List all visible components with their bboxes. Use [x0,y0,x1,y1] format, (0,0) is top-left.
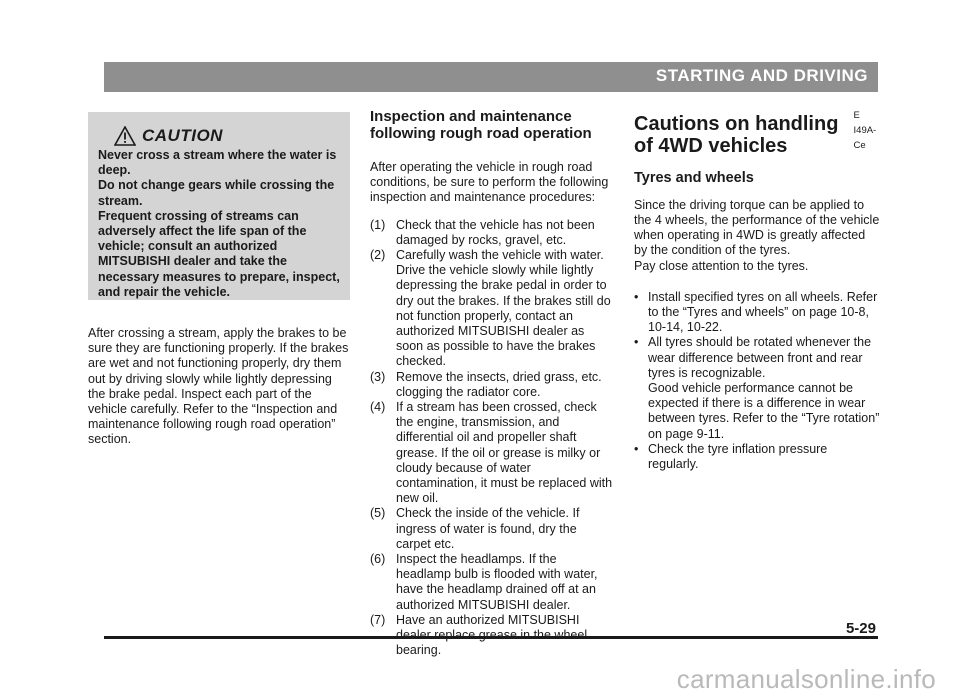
bullet-dot-icon: • [634,335,639,350]
inspection-step [370,218,614,248]
document-code: E I49A-Ce [853,110,877,152]
header-bar [104,62,878,92]
inspection-step [370,370,614,400]
stream-crossing-text: After crossing a stream, apply the brakes to be sure they are functioning properly. If the brakes are wet and not functioning properly, dry them out by driving slowly while lightly depressing the brake pedal. Inspect each part of the vehicle carefully. Refer to the “Inspection and maintenance following rough road operation” section. [88,326,349,447]
step-text: Remove the insects, dried grass, etc. clogging the radiator core. [396,369,602,399]
tyre-bullets [634,290,880,472]
caution-heading [114,126,340,146]
inspection-steps [370,218,614,659]
caution-paragraph: Frequent crossing of streams can adversely affect the life span of the vehicle; consult an authorized MITSUBISHI dealer and take the necessary measures to prepare, inspect, and repair the vehicle. [98,208,340,299]
tyre-bullet [634,442,880,472]
bullet-dot-icon: • [634,289,639,304]
cautions-4wd-heading: Cautions on handling of 4WD vehicles [634,112,839,157]
step-text: Have an authorized MITSUBISHI bearing. [396,612,580,658]
right-column [634,108,880,472]
step-number: (7) [370,612,386,627]
watermark: carmanualsonline.info [676,664,936,694]
step-text: Check the inside of the vehicle. If ingress of water is found, dry the carpet etc. [396,506,580,551]
bullet-text: Check the tyre inflation pressure regularly. [648,441,828,472]
tyres-intro-2: Pay close attention to the tyres. [634,258,809,273]
caution-title: CAUTION [142,126,223,146]
tyre-bullet [634,335,880,441]
cautions-title-row [634,108,880,157]
inspection-step [370,400,614,506]
caution-paragraph: Never cross a stream where the water is deep. [98,148,337,178]
step-text: If a stream has been crossed, check the engine, transmission, and differential oil and propeller shaft grease. If the oil or grease is milky or cloudy because of water contamination, it must be replaced with new oil. [396,400,613,506]
step-number: (5) [370,506,386,521]
page-number: 5-29 [845,620,876,637]
footer-rule [104,636,878,639]
section-title: STARTING AND DRIVING [655,66,868,85]
bullet-text: All tyres should be rotated whenever the wear difference between front and rear tyres is recognizable. [648,335,872,380]
inspection-step [370,552,614,613]
step-text: Carefully wash the vehicle with water. Drive the vehicle slowly while lightly depressing the brake pedal in order to dry out the brakes. If the brakes still do not function properly, contact an authorized MITSUBISHI dealer as soon as possible to have the brakes checked. [396,248,611,369]
bullet-extra-text: Good vehicle performance cannot be expected if there is a difference in wear between tyres. Refer to the “Tyre rotation” on page 9-11. [648,381,880,441]
step-number: (1) [370,217,386,232]
step-number: (6) [370,552,386,567]
bullet-dot-icon: • [634,441,639,456]
tyres-wheels-subheading: Tyres and wheels [634,169,754,186]
step-number: (3) [370,369,386,384]
inspection-step [370,248,614,370]
tyres-intro: Since the driving torque can be applied to the 4 wheels, the performance of the vehicle when operating in 4WD is greatly affected by the condition of the tyres. [634,197,880,258]
tyre-bullet [634,290,880,336]
caution-paragraph: Do not change gears while crossing the stream. [98,178,335,208]
bullet-text: Install specified tyres on all wheels. Refer to the “Tyres and wheels” on page 10-8, 10-14, 10-22. [648,289,878,335]
inspection-step [370,506,614,552]
step-number: (4) [370,400,386,415]
caution-box [88,112,350,300]
step-text: Check that the vehicle has not been damaged by rocks, gravel, etc. [396,217,595,247]
warning-triangle-icon [114,126,136,146]
inspection-heading: Inspection and maintenance following rough road operation [370,108,592,142]
left-column [88,108,350,448]
step-text: Inspect the headlamps. If the headlamp bulb is flooded with water, have the headlamp drained off at an authorized MITSUBISHI dealer. [396,552,598,612]
inspection-intro: After operating the vehicle in rough road conditions, be sure to perform the following inspection and maintenance procedures: [370,160,609,205]
step-number: (2) [370,248,386,263]
middle-column [370,108,614,659]
